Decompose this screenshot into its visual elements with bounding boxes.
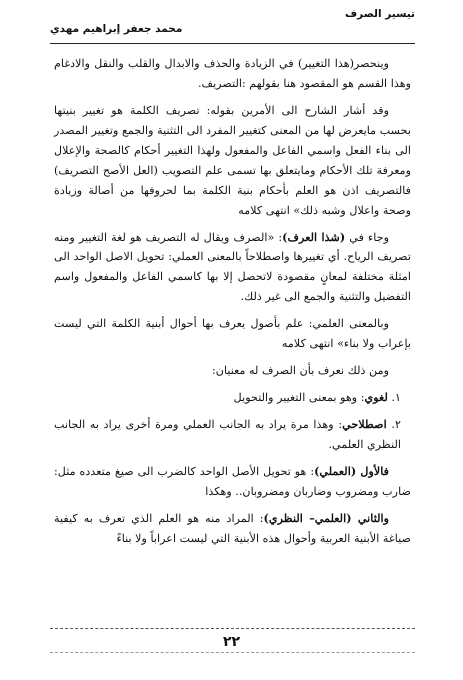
page-body [54, 54, 411, 556]
paragraph-4: وبالمعنى العلمي: علم بأصول يعرف بها أحوال أبنية الكلمة التي ليست بإعراب ولا بناء» انتهى كلامه [54, 317, 411, 351]
term-practical: فالأول (العملي) [314, 463, 390, 478]
paragraph-6-text: : هو تحويل الأصل الواحد كالضرب الى صيغ متعدده مثل: ضارب ومضروب وضاربان ومضروبان.. وهكذا [54, 464, 411, 498]
paragraph-1: وينحصر(هذا التغيير) في الزيادة والحذف والابدال والقلب والنقل والادغام وهذا القسم هو المقصود هنا بقولهم :التصريف. [54, 57, 411, 90]
paragraph-3-prefix: وجاء في [345, 230, 389, 244]
author-name: محمد جعفر إبراهيم مهدي [50, 23, 183, 35]
source-title: (شذا العرف) [282, 229, 346, 244]
paragraph-2: وقد أشار الشارح الى الأمرين بقوله: تصريف الكلمة هو تغيير بنيتها بحسب مايعرض لها من المعنى كتغيير المفرد الى التثنية والجمع وتغيير المصدر الى بناء الفعل واسمي الفاعل والمفعول ولهذا التغيير أحكام كالصحة والإعلال ومعرفة تلك الأحكام ومايتعلق بها تسمى علم التصويب (العل الأصح التصريف) فالتصريف اذن هو العلم بأحكام بنية الكلمة بما لحروفها من أصالة وزيادة وصحة واعلال وشبه ذلك» انتهى كلامه [54, 103, 411, 217]
list-text-1: : وهو بمعنى التغيير والتحويل [233, 391, 365, 405]
footer-bottom-divider [50, 652, 415, 653]
term-theoretical: والثاني (العلمي– النظري) [263, 510, 389, 525]
page-number: ٢٢ [222, 634, 241, 650]
paragraph-3 [54, 228, 411, 308]
list-text-2: : وهذا مرة يراد به الجانب العملي ومرة أخرى يراد به الجانب النظري العلمي. [54, 418, 401, 451]
paragraph-5: ومن ذلك نعرف بأن الصرف له معنيان: [211, 364, 389, 378]
term-technical: اصطلاحي [342, 417, 387, 431]
list-number-2: ٢. [391, 418, 401, 431]
header-divider [50, 43, 415, 44]
list-item-2 [54, 415, 411, 455]
paragraph-7-text: : المراد منه هو العلم الذي تعرف به كيفية صياغة الأبنية العربية وأحوال هذه الأبنية التي ليست اعراباً ولا بناءً [54, 511, 411, 545]
footer-divider [50, 628, 415, 629]
paragraph-6 [54, 462, 411, 502]
list-item-1 [54, 388, 411, 408]
page-header [50, 8, 415, 44]
paragraph-3-text: : «الصرف ويقال له التصريف هو لغة التغيير ومنه تصريف الرياح. أي تغييرها واصطلاحاً بالمعنى العملي: تحويل الاصل الواحد الى امثلة مختلفة لمعانٍ مقصودة لاتحصل إلا بها كاسمي الفاعل والمفعول واسم التفضيل والتثنية والجمع الى غير ذلك. [54, 230, 411, 304]
book-title: تيسير الصرف [344, 8, 415, 20]
paragraph-7 [54, 509, 411, 549]
list-number-1: ١. [391, 391, 401, 405]
term-linguistic: لغوي [364, 390, 388, 405]
